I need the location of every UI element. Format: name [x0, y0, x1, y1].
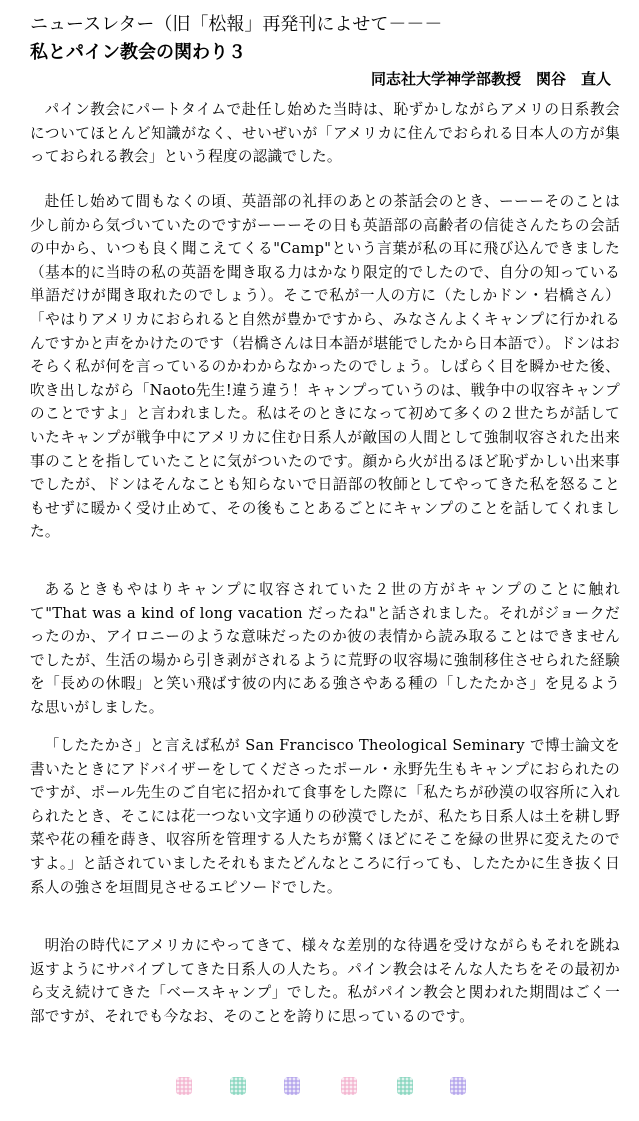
decorative-dot-green — [230, 1077, 246, 1095]
decorative-dot-pink — [341, 1077, 357, 1095]
paragraph-1: パイン教会にパートタイムで赴任し始めた当時は、恥ずかしながらアメリの日系教会についてほとんど知識がなく、せいぜいが「アメリカに住んでおられる日本人の方が集っておられる教会」という程度の認識でした。 — [30, 101, 620, 166]
decorative-dot-purple — [284, 1077, 300, 1095]
article-title: 私とパイン教会の関わり３ — [30, 42, 246, 63]
paragraph-5: 明治の時代にアメリカにやってきて、様々な差別的な待遇を受けながらもそれを跳ね返すようにサバイブしてきた日系人の人たち。パイン教会はそんな人たちをその最初から支え続けてきた「ベースキャンプ」でした。私がパイン教会と関われた期間はごく一部ですが、それでも今なお、そのことを誇りに思っているのです。 — [30, 937, 620, 1025]
decorative-dot-pink — [176, 1077, 192, 1095]
decorative-dots — [0, 1074, 639, 1104]
paragraph-4: 「したたかさ」と言えば私が San Francisco Theological Seminary で博士論文を書いたときにアドバイザーをしてくださったポール・永野先生もキャンプにおられたのですが、ポール先生のご自宅に招かれて食事をした際に「私たちが砂漠の収容所に入れられたとき、そこには花一つない文字通りの砂漠でしたが、私たち日系人は土を耕し野菜や花の種を蒔き、収容所を管理する人たちが驚くほどにそこを緑の世界に変えたのですよ。」と話されていましたそれもまたどんなところに行っても、したたかに生き抜く日系人の強さを垣間見させるエピソードでした。 — [30, 737, 620, 896]
decorative-dot-purple — [450, 1077, 466, 1095]
paragraph-2: 赴任し始めて間もなくの頃、英語部の礼拝のあとの茶話会のとき、ーーーそのことは少し前から気づいていたのですがーーーその日も英語部の高齢者の信徒さんたちの会話の中から、いつも良く聞こえてくる"Camp"という言葉が私の耳に飛び込んできました（基本的に当時の私の英語を聞き取る力はかなり限定的でしたので、自分の知っている単語だけが聞き取れたのでしょう）。そこで私が一人の方に（たしかドン・岩橋さん）「やはりアメリカにおられると自然が豊かですから、みなさんよくキャンプに行かれるんですかと声をかけたのです（岩橋さんは日本語が堪能でしたから日本語で）。ドンはおそらく私が何を言っているのかわからなかったのでしょう。しばらく目を瞬かせた後、吹き出しながら「Naoto先生!違う違う！キャンプっていうのは、戦争中の収容キャンプのことですよ」と言われました。私はそのときになって初めて多くの２世たちが話していたキャンプが戦争中にアメリカに住む日系人が敵国の人間として強制収容された出来事のことを指していたことに気がついたのです。顔から火が出るほど恥ずかしい出来事でしたが、ドンはそんなことも知らないで日語部の牧師としてやってきた私を怒ることもせずに暖かく受け止めて、その後もことあるごとにキャンプのことを話してくれました。 — [30, 193, 620, 541]
decorative-dot-green — [397, 1077, 413, 1095]
author-byline: 同志社大学神学部教授 関谷 直人 — [370, 70, 611, 88]
newsletter-title: ニュースレター（旧「松報」再発刊によせて－－－ — [30, 14, 443, 35]
paragraph-3: あるときもやはりキャンプに収容されていた２世の方がキャンプのことに触れて"That was a kind of long vacation だったね"と話されました。それがジョークだったのか、アイロニーのような意味だったのか彼の表情から読み取ることはできませんでしたが、生活の場から引き剥がされるように荒野の収容場に強制移住させられた経験を「長めの休暇」と笑い飛ばす彼の内にある強さやある種の「したたかさ」を見るような思いがしました。 — [30, 581, 620, 716]
